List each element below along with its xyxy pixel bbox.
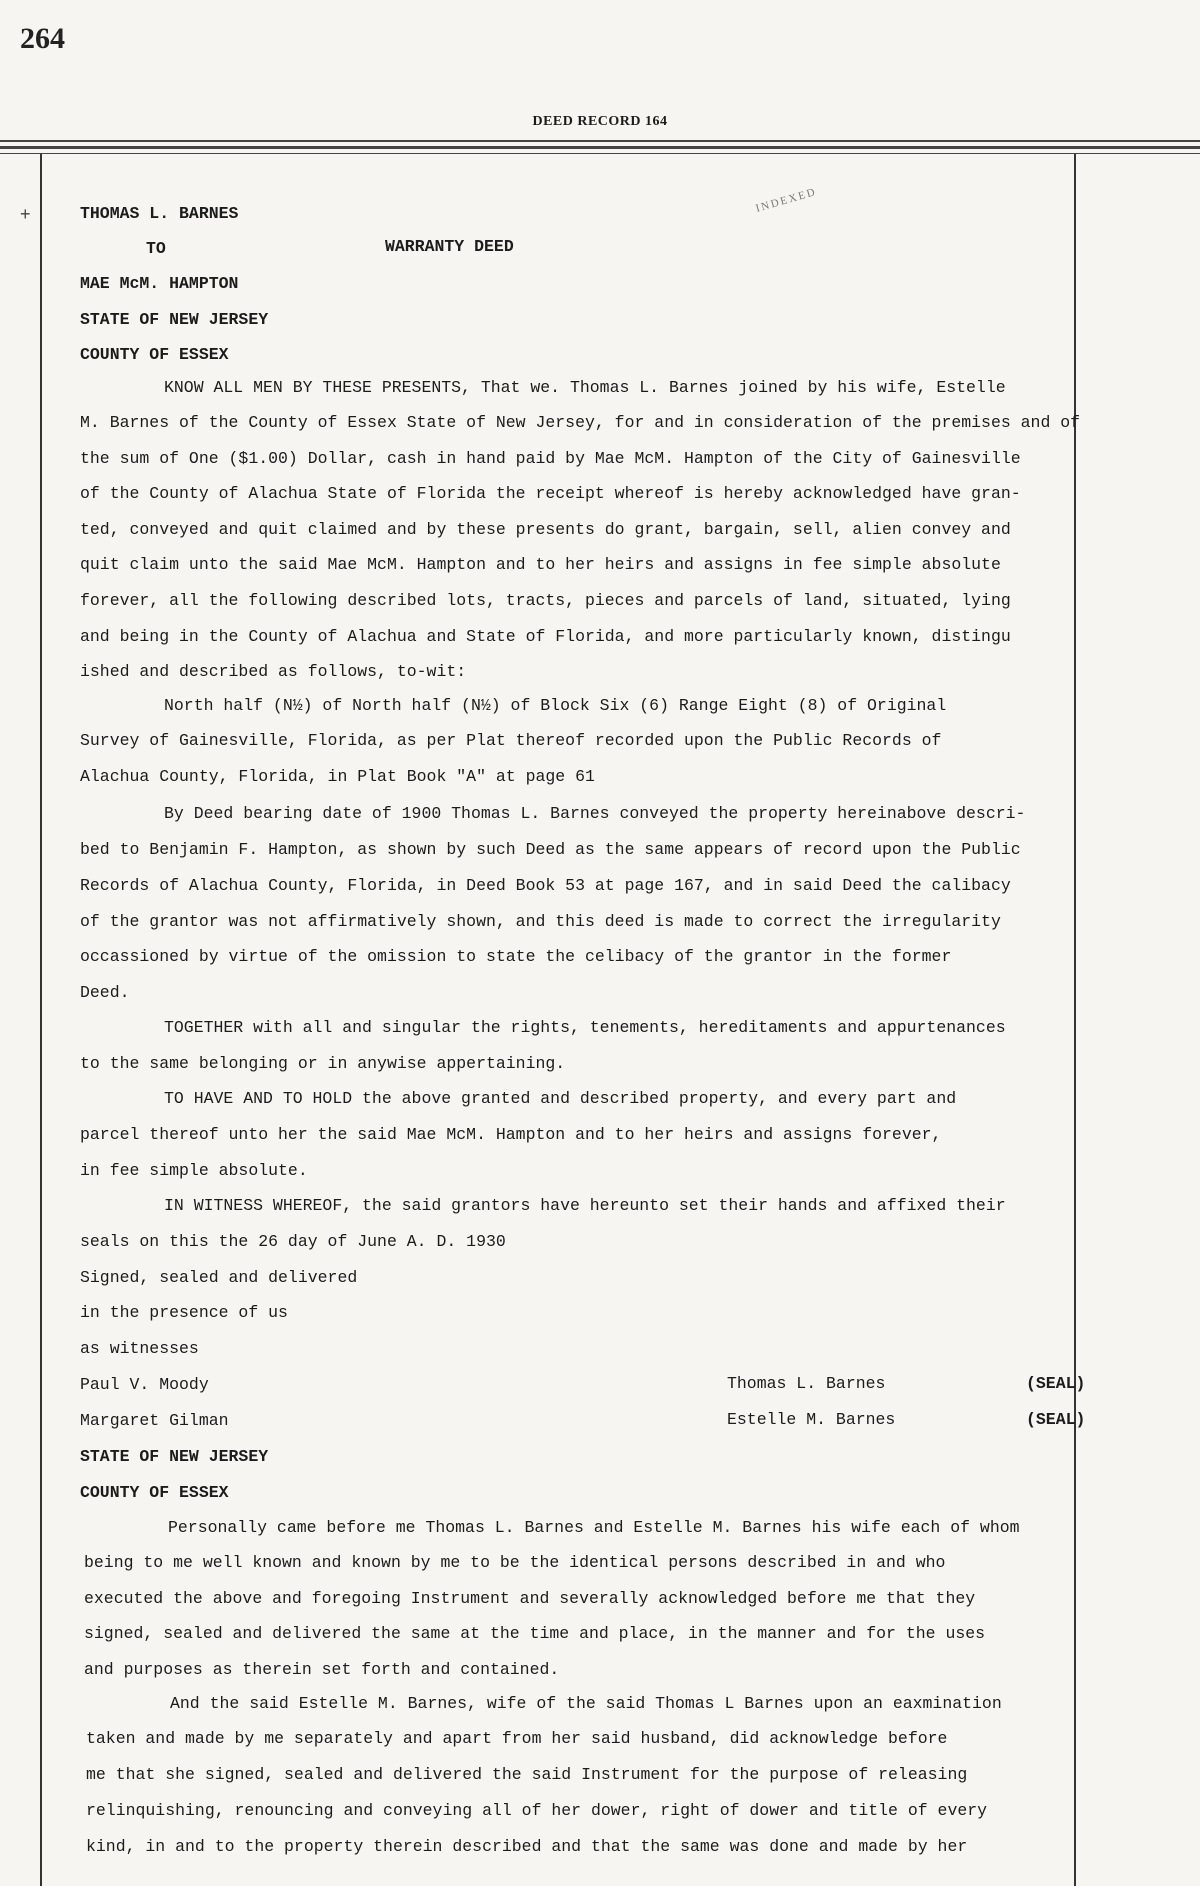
margin-cross-mark: + <box>20 204 31 224</box>
seal-1: (SEAL) <box>1026 1374 1086 1393</box>
body-line: forever, all the following described lots, tracts, pieces and parcels of land, situated, lying <box>80 591 1011 610</box>
signer-1-name: Thomas L. Barnes <box>727 1374 886 1393</box>
body-line: Deed. <box>80 983 130 1002</box>
body-line: and being in the County of Alachua and State of Florida, and more particularly known, distingu <box>80 627 1011 646</box>
body-line: the sum of One ($1.00) Dollar, cash in hand paid by Mae McM. Hampton of the City of Gainesville <box>80 449 1021 468</box>
body-line: bed to Benjamin F. Hampton, as shown by such Deed as the same appears of record upon the Public <box>80 840 1021 859</box>
grantor-name: THOMAS L. BARNES <box>80 204 239 223</box>
to-label: TO <box>146 239 166 258</box>
ack-line: being to me well known and known by me to be the identical persons described in and who <box>84 1553 946 1572</box>
body-line: ted, conveyed and quit claimed and by these presents do grant, bargain, sell, alien convey and <box>80 520 1011 539</box>
left-margin-rule <box>40 154 42 1886</box>
page-number: 264 <box>20 22 65 55</box>
ack-venue-state: STATE OF NEW JERSEY <box>80 1447 269 1466</box>
ack-line: relinquishing, renouncing and conveying all of her dower, right of dower and title of every <box>86 1801 988 1820</box>
body-line: in the presence of us <box>80 1303 288 1322</box>
signer-2-name: Estelle M. Barnes <box>727 1410 896 1429</box>
body-line: By Deed bearing date of 1900 Thomas L. Barnes conveyed the property hereinabove descri- <box>164 804 1026 823</box>
body-line: occassioned by virtue of the omission to state the celibacy of the grantor in the former <box>80 947 952 966</box>
deed-type: WARRANTY DEED <box>385 237 514 256</box>
header-rule-2 <box>0 146 1200 149</box>
header-rule-3 <box>0 153 1200 154</box>
body-line: to the same belonging or in anywise appertaining. <box>80 1054 566 1073</box>
body-line: quit claim unto the said Mae McM. Hampton and to her heirs and assigns in fee simple absolute <box>80 555 1001 574</box>
witness-1-name: Paul V. Moody <box>80 1375 209 1394</box>
body-line: Records of Alachua County, Florida, in Deed Book 53 at page 167, and in said Deed the calibacy <box>80 876 1011 895</box>
ack-line: Personally came before me Thomas L. Barnes and Estelle M. Barnes his wife each of whom <box>168 1518 1020 1537</box>
venue-county: COUNTY OF ESSEX <box>80 345 229 364</box>
body-line: Alachua County, Florida, in Plat Book "A" at page 61 <box>80 767 595 786</box>
witness-2-name: Margaret Gilman <box>80 1411 229 1430</box>
seal-2: (SEAL) <box>1026 1410 1086 1429</box>
indexed-stamp: INDEXED <box>754 185 819 215</box>
ack-venue-county: COUNTY OF ESSEX <box>80 1483 229 1502</box>
body-line: in fee simple absolute. <box>80 1161 308 1180</box>
ack-line: executed the above and foregoing Instrument and severally acknowledged before me that they <box>84 1589 976 1608</box>
ack-line: taken and made by me separately and apart from her said husband, did acknowledge before <box>86 1729 948 1748</box>
body-line: Signed, sealed and delivered <box>80 1268 358 1287</box>
ack-line: me that she signed, sealed and delivered the said Instrument for the purpose of releasing <box>86 1765 968 1784</box>
body-line: TOGETHER with all and singular the rights, tenements, hereditaments and appurtenances <box>164 1018 1006 1037</box>
body-line: ished and described as follows, to-wit: <box>80 662 467 681</box>
ack-line: and purposes as therein set forth and contained. <box>84 1660 560 1679</box>
body-line: parcel thereof unto her the said Mae McM. Hampton and to her heirs and assigns forever, <box>80 1125 942 1144</box>
venue-state: STATE OF NEW JERSEY <box>80 310 269 329</box>
body-line: of the County of Alachua State of Florida the receipt whereof is hereby acknowledged have gran- <box>80 484 1021 503</box>
body-line: of the grantor was not affirmatively shown, and this deed is made to correct the irregularity <box>80 912 1001 931</box>
body-line: TO HAVE AND TO HOLD the above granted and described property, and every part and <box>164 1089 957 1108</box>
ack-line: And the said Estelle M. Barnes, wife of the said Thomas L Barnes upon an eaxmination <box>170 1694 1002 1713</box>
ack-line: kind, in and to the property therein described and that the same was done and made by her <box>86 1837 968 1856</box>
body-line: KNOW ALL MEN BY THESE PRESENTS, That we. Thomas L. Barnes joined by his wife, Estelle <box>164 378 1006 397</box>
body-line: IN WITNESS WHEREOF, the said grantors have hereunto set their hands and affixed their <box>164 1196 1006 1215</box>
header-rule-1 <box>0 140 1200 142</box>
book-header: DEED RECORD 164 <box>532 114 668 129</box>
body-line: Survey of Gainesville, Florida, as per Plat thereof recorded upon the Public Records of <box>80 731 942 750</box>
body-line: M. Barnes of the County of Essex State of New Jersey, for and in consideration of the premises and of <box>80 413 1081 432</box>
grantee-name: MAE McM. HAMPTON <box>80 274 239 293</box>
body-line: North half (N½) of North half (N½) of Block Six (6) Range Eight (8) of Original <box>164 696 947 715</box>
body-line: as witnesses <box>80 1339 199 1358</box>
body-line: seals on this the 26 day of June A. D. 1930 <box>80 1232 506 1251</box>
ack-line: signed, sealed and delivered the same at the time and place, in the manner and for the uses <box>84 1624 986 1643</box>
